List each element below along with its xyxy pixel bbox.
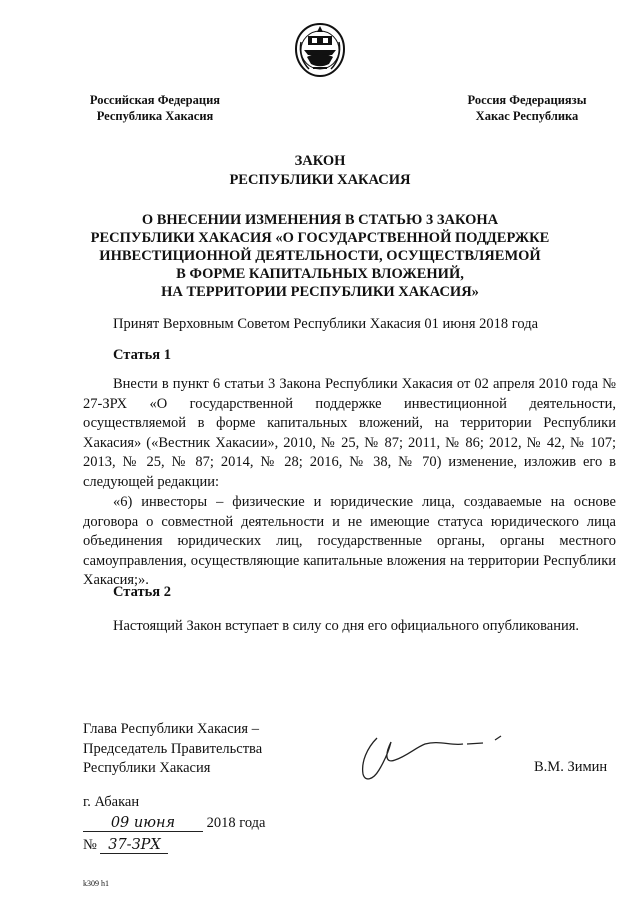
subject-line: НА ТЕРРИТОРИИ РЕСПУБЛИКИ ХАКАСИЯ» <box>161 284 479 300</box>
place-of-signing: г. Абакан <box>83 794 140 810</box>
article-1-new-wording: «6) инвесторы – физические и юридические лица, создаваемые на основе договора о совместной деятельности и не имеющие статуса юридического лица объединения юридических лиц, государственные органы, органы местного самоуправления, осуществляющие капитальные вложения на территории Республики Хакасия;». <box>83 494 616 588</box>
signatory-title-line1: Глава Республики Хакасия – <box>83 721 259 737</box>
header-left-line2: Республика Хакасия <box>96 109 214 123</box>
subject-line: ИНВЕСТИЦИОННОЙ ДЕЯТЕЛЬНОСТИ, ОСУЩЕСТВЛЯЕМОЙ <box>99 248 541 264</box>
subject-line: О ВНЕСЕНИИ ИЗМЕНЕНИЯ В СТАТЬЮ 3 ЗАКОНА <box>141 212 499 228</box>
document-type: ЗАКОН <box>294 153 346 169</box>
article-1-heading: Статья 1 <box>113 347 171 363</box>
signatory-title <box>83 720 262 779</box>
subject-line: В ФОРМЕ КАПИТАЛЬНЫХ ВЛОЖЕНИЙ, <box>176 266 464 282</box>
signatory-name: В.М. Зимин <box>534 759 608 775</box>
adoption-statement: Принят Верховным Советом Республики Хакасия 01 июня 2018 года <box>113 316 539 332</box>
law-number <box>83 837 168 854</box>
article-2-heading: Статья 2 <box>113 584 171 600</box>
header-right-line2: Хакас Республика <box>475 109 579 123</box>
header-right-line1: Россия Федерациязы <box>467 93 587 107</box>
header-left <box>70 92 240 124</box>
article-2-paragraph: Настоящий Закон вступает в силу со дня его официального опубликования. <box>113 618 580 634</box>
handwritten-number: 37-ЗРХ <box>100 837 168 854</box>
footer-code: k309 h1 <box>83 879 109 888</box>
header-right <box>442 92 612 124</box>
document-issuer: РЕСПУБЛИКИ ХАКАСИЯ <box>229 172 411 188</box>
signing-date <box>83 815 265 832</box>
header-left-line1: Российская Федерация <box>89 93 221 107</box>
signatory-title-line3: Республики Хакасия <box>83 760 211 776</box>
handwritten-signature <box>355 730 515 786</box>
subject-line: РЕСПУБЛИКИ ХАКАСИЯ «О ГОСУДАРСТВЕННОЙ ПОДДЕРЖКЕ <box>90 230 550 246</box>
law-subject <box>80 211 560 301</box>
signatory-title-line2: Председатель Правительства <box>83 740 263 757</box>
coat-of-arms-emblem <box>293 22 347 78</box>
handwritten-date: 09 июня <box>83 815 203 832</box>
date-year: 2018 года <box>206 815 266 831</box>
article-1-paragraph: Внести в пункт 6 статьи 3 Закона Республики Хакасия от 02 апреля 2010 года № 27-ЗРХ «О государственной поддержке инвестиционной деятельности, осуществляемой в форме капитальных вложений, на территории Республики Хакасия» («Вестник Хакасии», 2010, № 25, № 87; 2011, № 86; 2012, № 42, № 107; 2013, № 25, № 87; 2014, № 28; 2016, № 38, № 70) изменение, изложив его в следующей редакции: <box>83 376 616 490</box>
number-prefix: № <box>83 837 97 853</box>
